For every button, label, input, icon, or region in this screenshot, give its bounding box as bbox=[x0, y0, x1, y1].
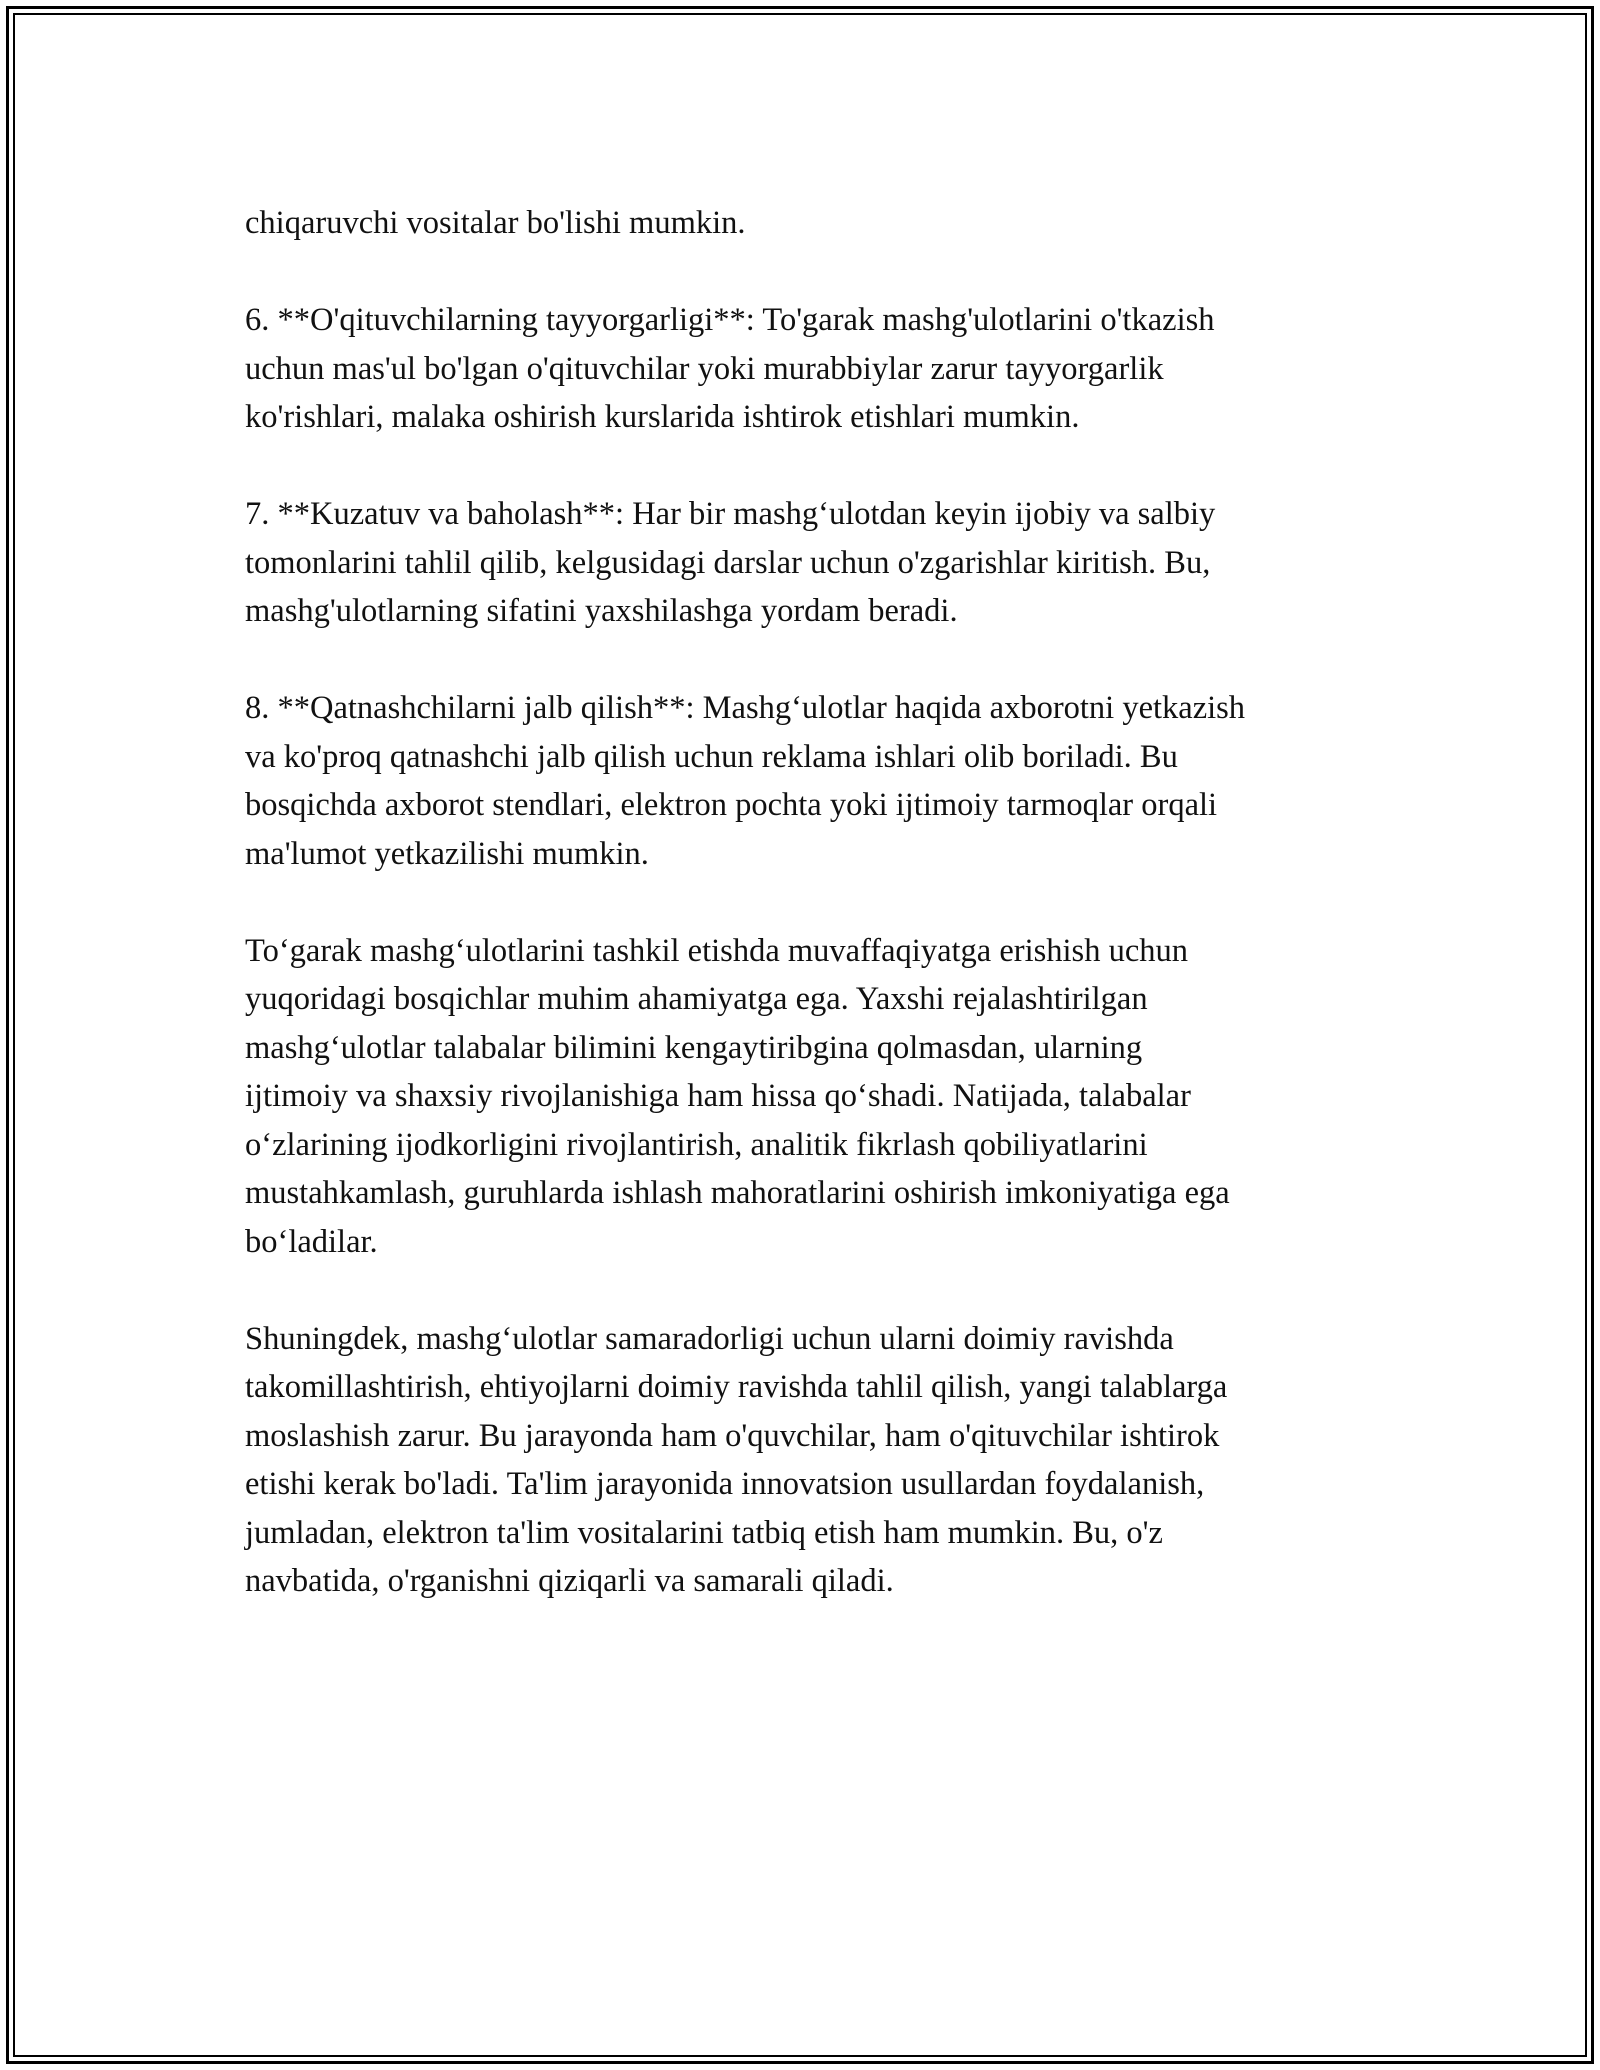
text-line: mustahkamlash, guruhlarda ishlash mahoratlarini oshirish imkoniyatiga ega bbox=[245, 1175, 1230, 1211]
paragraph-conclusion bbox=[245, 1315, 1395, 1606]
text-line: tomonlarini tahlil qilib, kelgusidagi darslar uchun o'zgarishlar kiritish. Bu, bbox=[245, 544, 1211, 581]
page-frame bbox=[6, 6, 1594, 2064]
text-line: ma'lumot yetkazilishi mumkin. bbox=[245, 835, 649, 872]
text-line: takomillashtirish, ehtiyojlarni doimiy ravishda tahlil qilish, yangi talablarga bbox=[245, 1369, 1228, 1405]
text-line: 8. **Qatnashchilarni jalb qilish**: Mashg‘ulotlar haqida axborotni yetkazish bbox=[245, 690, 1246, 726]
paragraph-item-7 bbox=[245, 490, 1395, 636]
paragraph-item-6 bbox=[245, 296, 1395, 442]
text-line: o‘zlarining ijodkorligini rivojlantirish, analitik fikrlash qobiliyatlarini bbox=[245, 1126, 1148, 1163]
text-line: moslashish zarur. Bu jarayonda ham o'quvchilar, ham o'qituvchilar ishtirok bbox=[245, 1417, 1220, 1454]
text-line: mashg'ulotlarning sifatini yaxshilashga yordam beradi. bbox=[245, 593, 958, 629]
text-line: yuqoridagi bosqichlar muhim ahamiyatga ega. Yaxshi rejalashtirilgan bbox=[245, 981, 1148, 1017]
text-line: 7. **Kuzatuv va baholash**: Har bir mashg‘ulotdan keyin ijobiy va salbiy bbox=[245, 496, 1216, 532]
text-line: ijtimoiy va shaxsiy rivojlanishiga ham hissa qo‘shadi. Natijada, talabalar bbox=[245, 1078, 1191, 1114]
paragraph-summary bbox=[245, 927, 1395, 1267]
text-line: jumladan, elektron ta'lim vositalarini tatbiq etish ham mumkin. Bu, o'z bbox=[245, 1514, 1163, 1551]
text-line: To‘garak mashg‘ulotlarini tashkil etishda muvaffaqiyatga erishish uchun bbox=[245, 932, 1188, 969]
text-line: ko'rishlari, malaka oshirish kurslarida ishtirok etishlari mumkin. bbox=[245, 399, 1080, 435]
text-line: 6. **O'qituvchilarning tayyorgarligi**: To'garak mashg'ulotlarini o'tkazish bbox=[245, 302, 1215, 338]
paragraph-continuation bbox=[245, 199, 1395, 248]
document-body bbox=[245, 199, 1395, 1654]
text-line: bosqichda axborot stendlari, elektron pochta yoki ijtimoiy tarmoqlar orqali bbox=[245, 787, 1218, 823]
text-line: va ko'proq qatnashchi jalb qilish uchun reklama ishlari olib boriladi. Bu bbox=[245, 738, 1178, 775]
paragraph-item-8 bbox=[245, 684, 1395, 878]
text-line: uchun mas'ul bo'lgan o'qituvchilar yoki murabbiylar zarur tayyorgarlik bbox=[245, 350, 1164, 387]
text-line: Shuningdek, mashg‘ulotlar samaradorligi uchun ularni doimiy ravishda bbox=[245, 1320, 1174, 1357]
text-line: etishi kerak bo'ladi. Ta'lim jarayonida innovatsion usullardan foydalanish, bbox=[245, 1466, 1205, 1502]
text-line: chiqaruvchi vositalar bo'lishi mumkin. bbox=[245, 205, 746, 241]
text-line: mashg‘ulotlar talabalar bilimini kengaytiribgina qolmasdan, ularning bbox=[245, 1029, 1143, 1066]
text-line: navbatida, o'rganishni qiziqarli va samarali qiladi. bbox=[245, 1563, 894, 1599]
text-line: bo‘ladilar. bbox=[245, 1223, 378, 1260]
